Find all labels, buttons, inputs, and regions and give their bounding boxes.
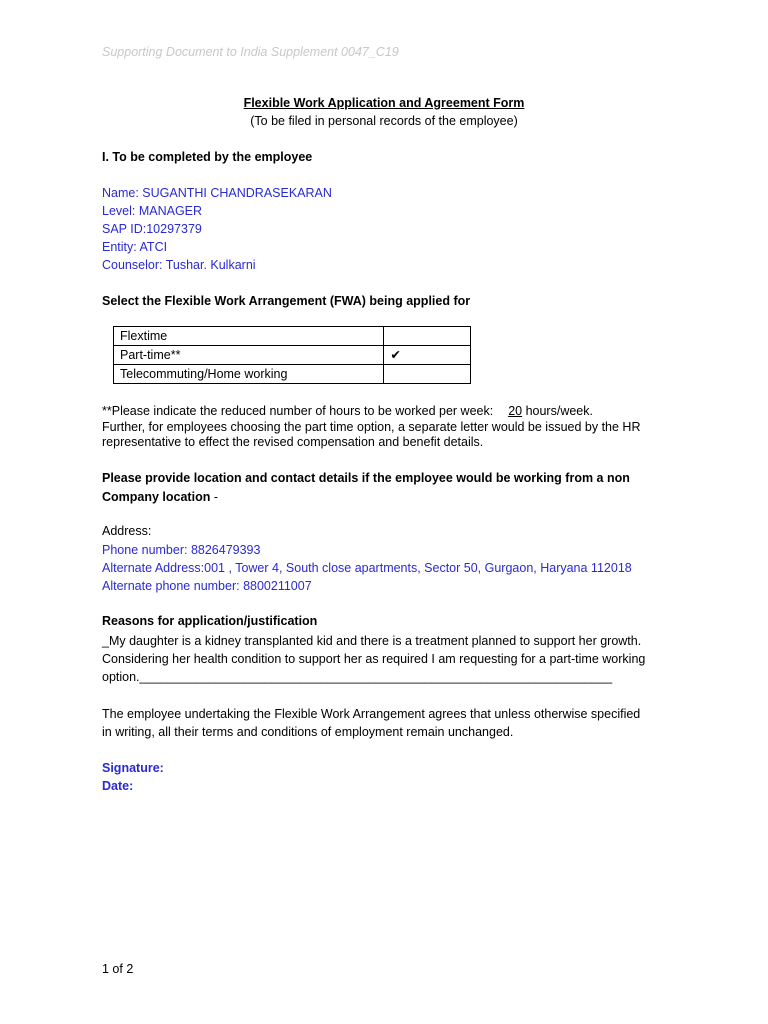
location-heading-line-2 [102,488,630,507]
signature-block [102,759,164,795]
reasons-text [102,632,645,686]
part-time-note [102,420,641,450]
signature-label: Signature: [102,761,164,775]
location-heading [102,469,630,507]
fwa-mark-telecommuting [384,365,471,384]
hours-note-suffix: hours/week. [525,404,593,418]
fwa-mark-flextime [384,327,471,346]
location-heading-line-2-text: Company location [102,490,211,504]
reasons-line-3: option.____________________________________________________________________ [102,670,613,684]
document-header-note: Supporting Document to India Supplement 0047_C19 [102,45,399,59]
employee-entity: Entity: ATCI [102,240,168,254]
reasons-line-2: Considering her health condition to support her as required I am requesting for a part-time working [102,652,646,666]
alternate-address: Alternate Address:001 , Tower 4, South close apartments, Sector 50, Gurgaon, Haryana 112018 [102,561,632,575]
employee-details [102,184,332,274]
date-label: Date: [102,779,134,793]
section-1-heading: I. To be completed by the employee [102,150,313,164]
employee-counselor: Counselor: Tushar. Kulkarni [102,258,256,272]
alternate-phone-number: Alternate phone number: 8800211007 [102,579,312,593]
location-heading-line-1: Please provide location and contact details if the employee would be working from a non [102,471,630,485]
table-row [114,365,471,384]
employee-name: Name: SUGANTHI CHANDRASEKARAN [102,186,332,200]
hours-note-prefix: **Please indicate the reduced number of hours to be worked per week: [102,404,494,418]
fwa-option-telecommuting: Telecommuting/Home working [114,365,384,384]
agreement-line-1: The employee undertaking the Flexible Work Arrangement agrees that unless otherwise specified [102,707,641,721]
contact-details [102,541,632,595]
agreement-line-2: in writing, all their terms and conditions of employment remain unchanged. [102,725,514,739]
fwa-option-flextime: Flextime [114,327,384,346]
reasons-heading: Reasons for application/justification [102,614,318,628]
agreement-text [102,705,640,741]
phone-number: Phone number: 8826479393 [102,543,261,557]
location-heading-dash: - [210,490,218,504]
fwa-options-table [113,326,471,384]
employee-sap-id: SAP ID:10297379 [102,222,202,236]
page-number: 1 of 2 [102,962,134,976]
part-time-note-line-2: representative to effect the revised compensation and benefit details. [102,435,484,449]
form-title: Flexible Work Application and Agreement Form [243,96,525,110]
reasons-line-1: _My daughter is a kidney transplanted kid and there is a treatment planned to support her growth. [102,634,642,648]
hours-value: 20 [508,404,523,418]
table-row [114,327,471,346]
employee-level: Level: MANAGER [102,204,203,218]
address-label: Address: [102,524,152,538]
fwa-option-part-time: Part-time** [114,346,384,365]
fwa-heading: Select the Flexible Work Arrangement (FWA) being applied for [102,294,471,308]
check-mark-icon: ✔ [384,346,471,365]
form-subtitle: (To be filed in personal records of the employee) [250,114,518,128]
part-time-note-line-1: Further, for employees choosing the part time option, a separate letter would be issued by the HR [102,420,641,434]
hours-note [102,404,593,418]
table-row [114,346,471,365]
